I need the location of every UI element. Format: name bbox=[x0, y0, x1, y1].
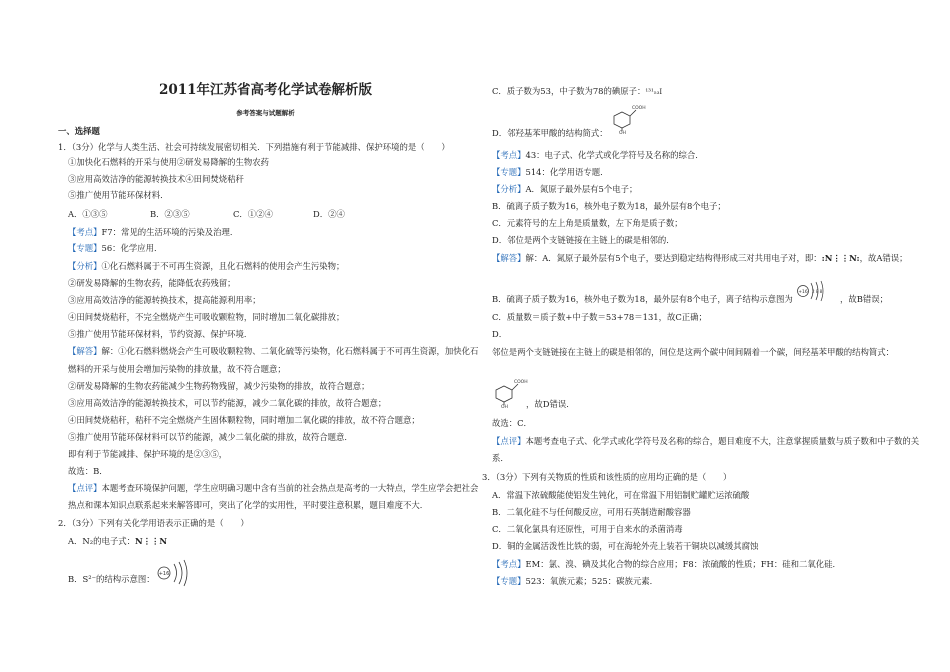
fenxi-tag: 【分析】 bbox=[492, 184, 526, 194]
jieda-line: 即有利于节能减排、保护环境的是②③⑤， bbox=[68, 449, 228, 459]
q2-option-a bbox=[68, 534, 167, 549]
q3-stem: 3．（3分）下列有关物质的性质和该性质的应用均正确的是（ ） bbox=[482, 472, 732, 482]
option-a-text: A．N₂的电子式： bbox=[68, 536, 135, 546]
jieda-text: 解：①化石燃料燃烧会产生可吸收颗粒物、二氧化硫等污染物，化石燃料属于不可再生资源，加快化石 bbox=[101, 346, 479, 356]
q2-option-c bbox=[492, 84, 662, 100]
q1-option-b: B．②③⑤ bbox=[150, 209, 190, 219]
zhuanti-text: 523：氧族元素；525：碳族元素． bbox=[525, 576, 658, 586]
q3-option-b: B．二氧化硅不与任何酸反应，可用石英制造耐酸容器 bbox=[492, 507, 691, 517]
nucleus-label: +16 bbox=[798, 290, 808, 295]
q1-kaodian bbox=[68, 225, 238, 240]
fenxi-line: B．硫离子质子数为16，核外电子数为18，最外层有8个电子； bbox=[492, 201, 726, 211]
jieda-line: ②研发易降解的生物农药能减少生物药物残留，减少污染物的排放，故符合题意； bbox=[68, 381, 370, 391]
hydroxybenzoic-acid-structure bbox=[492, 378, 526, 408]
fenxi-text: ①化石燃料属于不可再生资源，且化石燃料的使用会产生污染物； bbox=[101, 261, 345, 271]
kaodian-text: F7：常见的生活环境的污染及治理． bbox=[101, 227, 239, 237]
fenxi-line: D．邻位是两个支链链接在主链上的碳是相邻的． bbox=[492, 235, 675, 245]
q1-item: ③应用高效洁净的能源转换技术④田间焚烧秸秆 bbox=[68, 174, 244, 184]
zhuanti-tag: 【专题】 bbox=[68, 243, 102, 253]
q1-jieda bbox=[68, 344, 478, 359]
oh-label: OH bbox=[501, 405, 508, 410]
jieda-a-text: 解：A．氮原子最外层有5个电子，要达到稳定结构得形成三对共用电子对，即： bbox=[525, 253, 822, 263]
dianping-text: 本题考查环境保护问题，学生应明确习题中含有当前的社会热点是高考的一大特点，学生应学会把社会 bbox=[101, 483, 479, 493]
q3-option-a: A．常温下浓硫酸能使铝发生钝化，可在常温下用铝制贮罐贮运浓硫酸 bbox=[492, 490, 750, 500]
jieda-line: ③应用高效洁净的能源转换技术，可以节约能源，减少二氧化碳的排放，故符合题意； bbox=[68, 398, 387, 408]
q3-zhuanti bbox=[492, 574, 658, 589]
sulfide-ion-diagram bbox=[154, 556, 188, 590]
kaodian-tag: 【考点】 bbox=[68, 227, 102, 237]
q1-item: ⑤推广使用节能环保材料． bbox=[68, 190, 169, 200]
dianping-line: 系． bbox=[492, 453, 509, 463]
q1-zhuanti bbox=[68, 241, 162, 256]
q2-jieda-c: C．质量数＝质子数+中子数＝53+78＝131，故C正确； bbox=[492, 312, 707, 322]
q1-option-c: C．①②④ bbox=[233, 209, 273, 219]
salicylic-acid-structure bbox=[610, 104, 644, 134]
q2-dianping bbox=[492, 434, 919, 449]
dianping-tag: 【点评】 bbox=[492, 436, 526, 446]
fenxi-tag: 【分析】 bbox=[68, 261, 102, 271]
q1-option-d: D．②④ bbox=[313, 209, 345, 219]
fenxi-line: ③应用高效洁净的能源转换技术，提高能源利用率； bbox=[68, 295, 261, 305]
jieda-tag: 【解答】 bbox=[492, 253, 526, 263]
jieda-line: ④田间焚烧秸秆，秸秆不完全燃烧产生固体颗粒物，同时增加二氧化碳的排放，故不符合题意； bbox=[68, 415, 420, 425]
dianping-line: 热点和课本知识点联系起来来解答即可，突出了化学的实用性，平时要注意积累，题目难度不大． bbox=[68, 500, 429, 510]
q3-kaodian bbox=[492, 557, 841, 572]
q1-option-a: A．①③⑤ bbox=[68, 209, 108, 219]
section-heading: 一、选择题 bbox=[58, 126, 100, 136]
fenxi-line: ④田间焚烧秸秆，不完全燃烧产生可吸收颗粒物，同时增加二氧化碳排放； bbox=[68, 312, 345, 322]
fenxi-line: C．元素符号的左上角是质量数，左下角是质子数； bbox=[492, 218, 683, 228]
dianping-text: 本题考查电子式、化学式或化学符号及名称的综合，题目难度不大，注意掌握质量数与质子数和中子数的关 bbox=[525, 436, 920, 446]
q2-jieda-b: B．硫离子质子数为16，核外电子数为18，最外层有8个电子，离子结构示意图为 bbox=[492, 294, 793, 304]
oh-label: OH bbox=[619, 131, 626, 136]
kaodian-text: EM：氯、溴、碘及其化合物的综合应用；F8：浓硫酸的性质；FH：硅和二氧化硅． bbox=[525, 559, 841, 569]
cooh-label: COOH bbox=[632, 106, 646, 111]
jieda-d-end: ，故D错误． bbox=[526, 399, 575, 409]
kaodian-tag: 【考点】 bbox=[492, 559, 526, 569]
sulfide-ion-structure bbox=[795, 278, 839, 304]
q2-jieda-d: D． bbox=[492, 329, 508, 339]
jieda-line: ⑤推广使用节能环保材料可以节约能源，减少二氧化碳的排放，故符合题意． bbox=[68, 432, 353, 442]
kaodian-tag: 【考点】 bbox=[492, 150, 526, 160]
page-title: 2011年江苏省高考化学试卷解析版 bbox=[158, 82, 373, 98]
fenxi-line: ②研发易降解的生物农药，能降低农药残留； bbox=[68, 278, 236, 288]
q3-option-d: D．铜的金属活泼性比铁的弱，可在海轮外壳上装若干铜块以减缓其腐蚀 bbox=[492, 541, 759, 551]
jieda-line: 故选：B． bbox=[68, 466, 108, 476]
q1-fenxi bbox=[68, 259, 344, 274]
shell-electrons: 2 8 8 bbox=[812, 289, 823, 294]
zhuanti-text: 56：化学应用． bbox=[101, 243, 163, 253]
q2-zhuanti bbox=[492, 165, 609, 180]
q2-option-b: B．S²⁻的结构示意图： bbox=[68, 574, 155, 584]
q2-stem: 2．（3分）下列有关化学用语表示正确的是（ ） bbox=[58, 518, 249, 528]
zhuanti-text: 514：化学用语专题． bbox=[525, 167, 609, 177]
option-c-text: C．质子数为53，中子数为78的碘原子： bbox=[492, 86, 646, 96]
n2-electron-formula: N⋮⋮N bbox=[134, 536, 168, 546]
q2-jieda-a bbox=[492, 251, 908, 266]
fenxi-line: ⑤推广使用节能环保材料，节约资源、保护环境． bbox=[68, 329, 253, 339]
iodine-symbol: ¹³¹₅₃I bbox=[645, 88, 663, 96]
page-subtitle: 参考答案与试题解析 bbox=[236, 109, 295, 117]
cooh-label: COOH bbox=[514, 380, 528, 385]
jieda-line: 燃料的开采与使用会增加污染物的排放量，故不符合题意； bbox=[68, 364, 286, 374]
jieda-tag: 【解答】 bbox=[68, 346, 102, 356]
q2-answer: 故选：C． bbox=[492, 418, 532, 428]
q2-kaodian bbox=[492, 148, 704, 163]
q2-option-d: D．邻羟基苯甲酸的结构简式： bbox=[492, 128, 608, 138]
zhuanti-tag: 【专题】 bbox=[492, 167, 526, 177]
fenxi-text: A．氮原子最外层有5个电子； bbox=[525, 184, 638, 194]
q2-fenxi bbox=[492, 182, 637, 197]
q3-option-c: C．二氧化氯具有还原性，可用于自来水的杀菌消毒 bbox=[492, 524, 683, 534]
n2-lewis-formula: :N⋮⋮N: bbox=[821, 253, 860, 263]
zhuanti-tag: 【专题】 bbox=[492, 576, 526, 586]
kaodian-text: 43：电子式、化学式或化学符号及名称的综合． bbox=[525, 150, 704, 160]
nucleus-label: +16 bbox=[158, 571, 170, 577]
jieda-a-end: ，故A错误； bbox=[859, 253, 908, 263]
jieda-b-end: ，故B错误； bbox=[840, 294, 889, 304]
q1-stem: 1．（3分）化学与人类生活、社会可持续发展密切相关．下列措施有利于节能减排、保护环境的是（ ） bbox=[58, 142, 450, 152]
dianping-tag: 【点评】 bbox=[68, 483, 102, 493]
q2-jieda-d-text: 邻位是两个支链链接在主链上的碳是相邻的，间位是这两个碳中间间隔着一个碳，间羟基苯甲酸的结构简式： bbox=[492, 347, 894, 357]
q1-item: ①加快化石燃料的开采与使用②研发易降解的生物农药 bbox=[68, 157, 269, 167]
q1-dianping bbox=[68, 481, 478, 496]
